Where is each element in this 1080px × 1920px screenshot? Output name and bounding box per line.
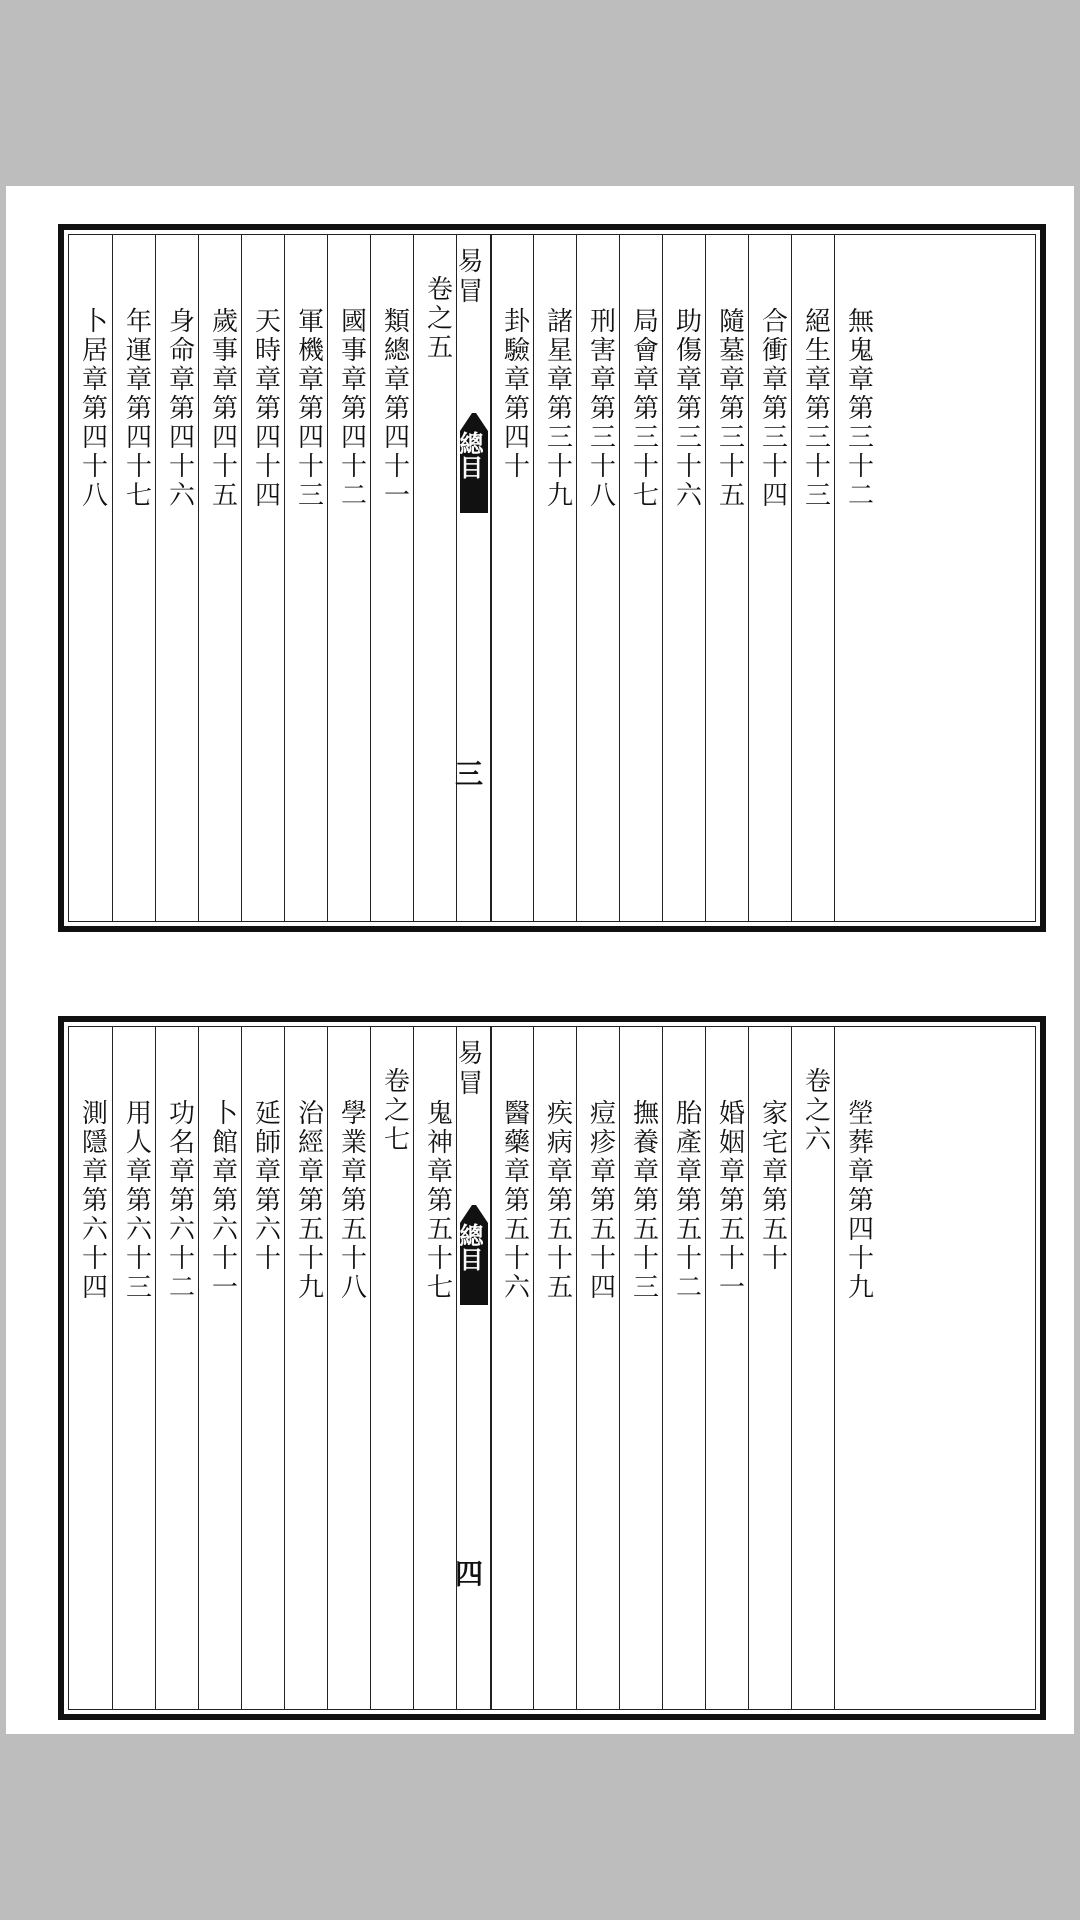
toc-column bbox=[791, 1027, 835, 1709]
toc-column bbox=[327, 1027, 371, 1709]
toc-entry: 塋葬章第四十九 bbox=[843, 1099, 874, 1302]
toc-entry: 延師章第六十 bbox=[250, 1099, 281, 1273]
toc-entry: 撫養章第五十三 bbox=[628, 1099, 659, 1302]
folio-number: 三 bbox=[451, 759, 484, 787]
toc-entry: 卜居章第四十八 bbox=[77, 307, 108, 510]
center-fold bbox=[451, 235, 492, 921]
toc-entry: 絕生章第三十三 bbox=[800, 307, 831, 510]
toc-column bbox=[533, 1027, 577, 1709]
toc-entry: 刑害章第三十八 bbox=[585, 307, 616, 510]
toc-column bbox=[370, 1027, 414, 1709]
section-label: 總目 bbox=[455, 431, 484, 479]
toc-entry: 醫藥章第五十六 bbox=[499, 1099, 530, 1302]
toc-column bbox=[370, 235, 414, 921]
toc-entry: 胎產章第五十二 bbox=[671, 1099, 702, 1302]
toc-column bbox=[241, 1027, 285, 1709]
bottom-page bbox=[58, 1016, 1046, 1720]
toc-column bbox=[112, 1027, 156, 1709]
toc-column bbox=[619, 235, 663, 921]
folio-number: 四 bbox=[451, 1559, 484, 1587]
toc-column bbox=[284, 235, 328, 921]
toc-column bbox=[705, 1027, 749, 1709]
bottom-page-frame bbox=[68, 1026, 1036, 1710]
toc-column bbox=[748, 1027, 792, 1709]
toc-column bbox=[490, 235, 534, 921]
top-page-frame bbox=[68, 234, 1036, 922]
toc-entry: 身命章第四十六 bbox=[164, 307, 195, 510]
toc-entry: 鬼神章第五十七 bbox=[422, 1099, 453, 1302]
toc-column bbox=[834, 1027, 878, 1709]
book-title: 易冒 bbox=[453, 1039, 483, 1099]
toc-column bbox=[198, 1027, 242, 1709]
toc-entry: 婚姻章第五十一 bbox=[714, 1099, 745, 1302]
toc-entry: 測隱章第六十四 bbox=[77, 1099, 108, 1302]
volume-heading: 卷之七 bbox=[379, 1067, 410, 1154]
toc-column bbox=[576, 235, 620, 921]
toc-column bbox=[834, 235, 878, 921]
toc-column bbox=[662, 1027, 706, 1709]
toc-column bbox=[413, 1027, 457, 1709]
toc-column bbox=[155, 1027, 199, 1709]
toc-entry: 卦驗章第四十 bbox=[499, 307, 530, 481]
toc-column bbox=[576, 1027, 620, 1709]
toc-entry: 用人章第六十三 bbox=[121, 1099, 152, 1302]
toc-entry: 國事章第四十二 bbox=[336, 307, 367, 510]
toc-entry: 天時章第四十四 bbox=[250, 307, 281, 510]
toc-entry: 年運章第四十七 bbox=[121, 307, 152, 510]
toc-column bbox=[490, 1027, 534, 1709]
toc-entry: 局會章第三十七 bbox=[628, 307, 659, 510]
section-label: 總目 bbox=[455, 1223, 484, 1271]
book-title: 易冒 bbox=[453, 247, 483, 307]
scanned-page-image bbox=[6, 186, 1074, 1734]
toc-column bbox=[619, 1027, 663, 1709]
volume-heading: 卷之五 bbox=[422, 275, 453, 362]
toc-column bbox=[533, 235, 577, 921]
toc-column bbox=[413, 235, 457, 921]
toc-column bbox=[748, 235, 792, 921]
toc-entry: 類總章第四十一 bbox=[379, 307, 410, 510]
toc-column bbox=[705, 235, 749, 921]
toc-entry: 學業章第五十八 bbox=[336, 1099, 367, 1302]
volume-heading: 卷之六 bbox=[800, 1067, 831, 1154]
toc-entry: 合衝章第三十四 bbox=[757, 307, 788, 510]
toc-entry: 歲事章第四十五 bbox=[207, 307, 238, 510]
toc-column bbox=[198, 235, 242, 921]
toc-entry: 家宅章第五十 bbox=[757, 1099, 788, 1273]
toc-entry: 軍機章第四十三 bbox=[293, 307, 324, 510]
toc-entry: 卜館章第六十一 bbox=[207, 1099, 238, 1302]
toc-column bbox=[284, 1027, 328, 1709]
toc-entry: 疾病章第五十五 bbox=[542, 1099, 573, 1302]
toc-column bbox=[155, 235, 199, 921]
top-page bbox=[58, 224, 1046, 932]
toc-column bbox=[69, 1027, 112, 1709]
toc-entry: 功名章第六十二 bbox=[164, 1099, 195, 1302]
toc-entry: 無鬼章第三十二 bbox=[843, 307, 874, 510]
toc-entry: 諸星章第三十九 bbox=[542, 307, 573, 510]
toc-column bbox=[241, 235, 285, 921]
toc-column bbox=[327, 235, 371, 921]
toc-entry: 痘疹章第五十四 bbox=[585, 1099, 616, 1302]
toc-entry: 隨墓章第三十五 bbox=[714, 307, 745, 510]
toc-column bbox=[69, 235, 112, 921]
toc-column bbox=[662, 235, 706, 921]
toc-entry: 助傷章第三十六 bbox=[671, 307, 702, 510]
toc-column bbox=[112, 235, 156, 921]
toc-column bbox=[791, 235, 835, 921]
toc-entry: 治經章第五十九 bbox=[293, 1099, 324, 1302]
center-fold bbox=[451, 1027, 492, 1709]
